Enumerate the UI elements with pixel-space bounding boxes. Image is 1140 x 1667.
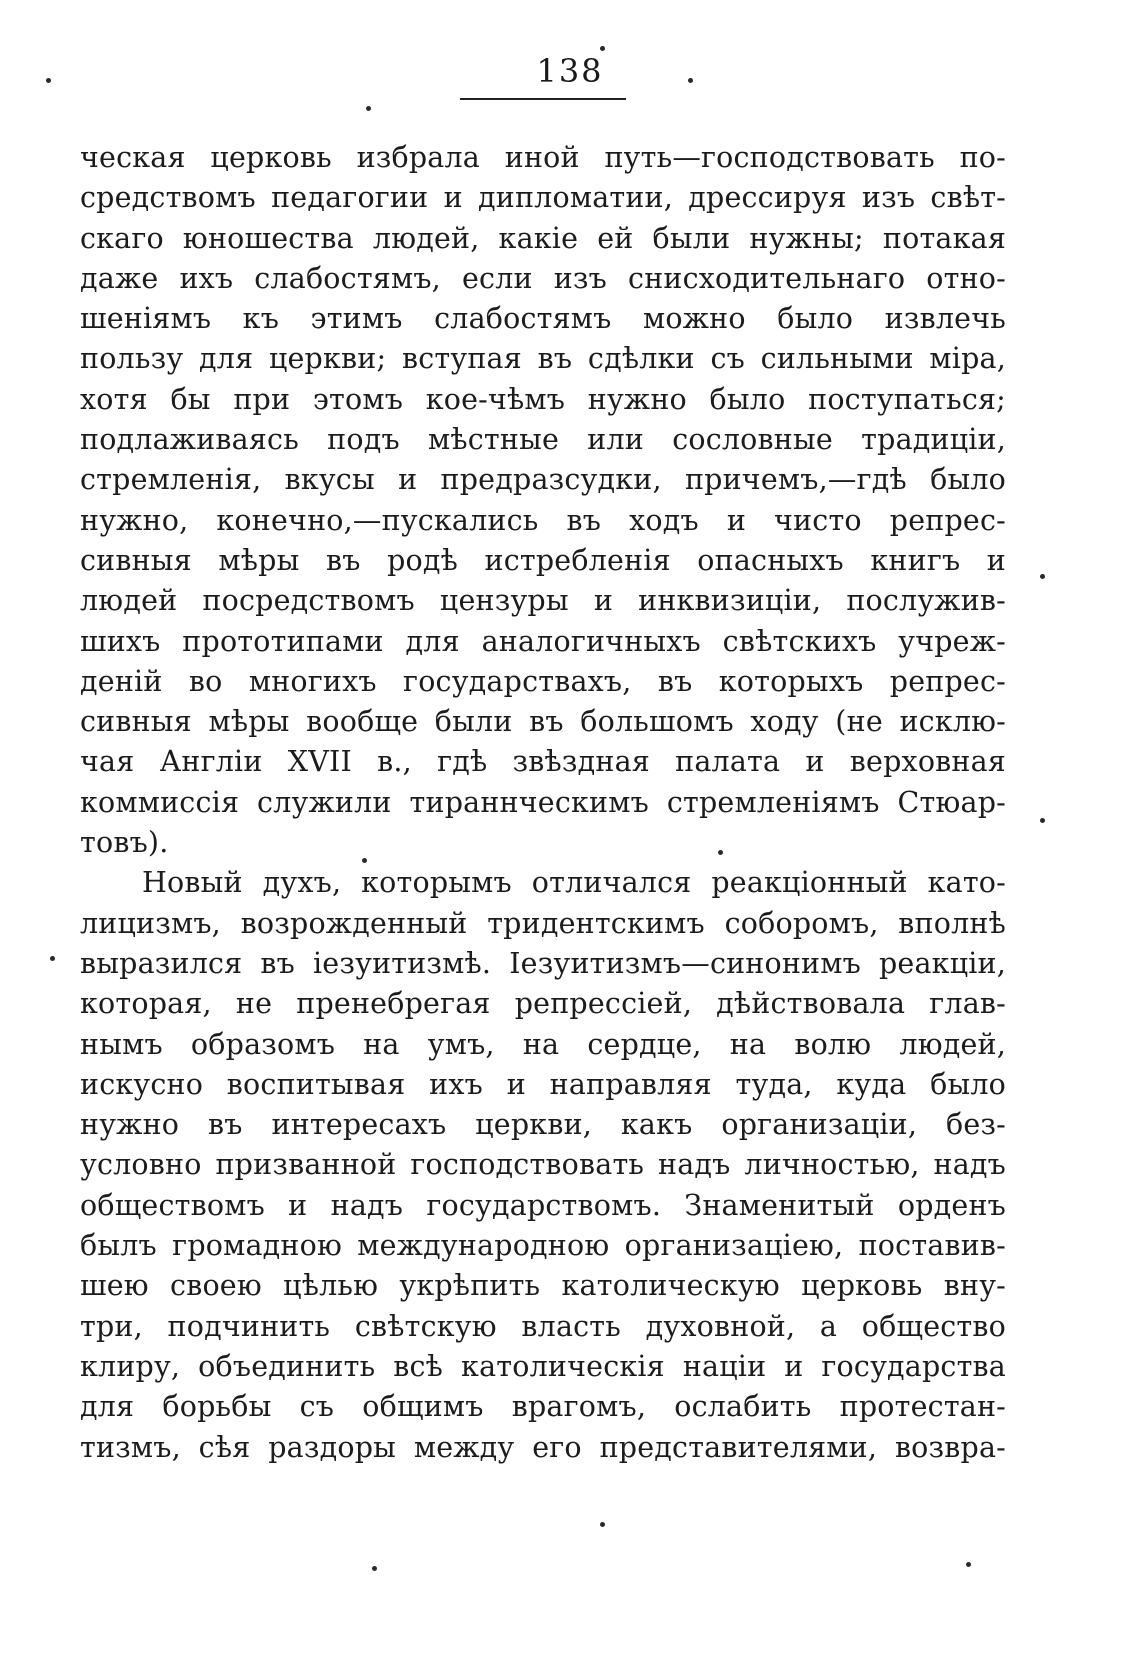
- text-line: шеніямъ къ этимъ слабостямъ можно было извлечь: [80, 302, 1006, 336]
- scan-speck: [600, 46, 605, 51]
- scan-speck: [50, 956, 55, 961]
- body-text: [80, 138, 1006, 1468]
- text-line: коммиссія служили тираннческимъ стремленіямъ Стюар-: [80, 785, 1006, 819]
- text-line: шею своею цѣлью укрѣпить католическую церковь вну-: [80, 1269, 1006, 1303]
- scan-speck: [966, 1562, 971, 1567]
- text-line: выразился въ іезуитизмѣ. Іезуитизмъ—синонимъ реакціи,: [80, 946, 1006, 980]
- text-line: лицизмъ, возрожденный тридентскимъ соборомъ, вполнѣ: [80, 906, 1006, 940]
- paragraph-2: [80, 863, 1006, 1467]
- text-line: стремленія, вкусы и предразсудки, причемъ,—гдѣ было: [80, 463, 1006, 497]
- text-line: три, подчинить свѣтскую власть духовной, а общество: [80, 1309, 1006, 1343]
- scan-speck: [1040, 574, 1045, 579]
- scan-speck: [366, 106, 371, 111]
- text-line: людей посредствомъ цензуры и инквизиціи, послужив-: [80, 584, 1006, 618]
- text-line: нымъ образомъ на умъ, на сердце, на волю людей,: [80, 1027, 1006, 1061]
- text-line: даже ихъ слабостямъ, если изъ снисходительнаго отно-: [80, 261, 1006, 295]
- scan-speck: [362, 858, 367, 863]
- scan-speck: [600, 1522, 605, 1527]
- text-line: шихъ прототипами для аналогичныхъ свѣтскихъ учреж-: [80, 624, 1006, 658]
- text-line: сивныя мѣры въ родѣ истребленія опасныхъ книгъ и: [80, 543, 1006, 577]
- text-line: которая, не пренебрегая репрессіей, дѣйствовала глав-: [80, 987, 1006, 1021]
- text-line: средствомъ педагогии и дипломатии, дрессируя изъ свѣт-: [80, 181, 1006, 215]
- text-line: хотя бы при этомъ кое-чѣмъ нужно было поступаться;: [80, 382, 1006, 416]
- text-line: деній во многихъ государствахъ, въ которыхъ репрес-: [80, 664, 1006, 698]
- scan-speck: [718, 850, 723, 855]
- text-line: былъ громадною международною организаціею, поставив-: [80, 1229, 1006, 1263]
- text-line: пользу для церкви; вступая въ сдѣлки съ сильными міра,: [80, 342, 1006, 376]
- page-number-rule: [460, 98, 626, 100]
- text-line: обществомъ и надъ государствомъ. Знаменитый орденъ: [80, 1188, 1006, 1222]
- text-line: товъ).: [80, 826, 169, 860]
- paragraph-1: [80, 138, 1006, 863]
- text-line: Новый духъ, которымъ отличался реакціонный като-: [142, 866, 1006, 900]
- text-line: подлаживаясь подъ мѣстные или сословные традиціи,: [80, 423, 1006, 457]
- text-line: скаго юношества людей, какіе ей были нужны; потакая: [80, 221, 1006, 255]
- text-line: искусно воспитывая ихъ и направляя туда, куда было: [80, 1067, 1006, 1101]
- text-line: клиру, объединить всѣ католическія націи и государства: [80, 1349, 1006, 1383]
- text-line: нужно, конечно,—пускались въ ходъ и чисто репрес-: [80, 503, 1006, 537]
- scan-speck: [688, 78, 693, 83]
- text-line: ческая церковь избрала иной путь—господствовать по-: [80, 141, 1006, 174]
- text-line: условно призванной господствовать надъ личностью, надъ: [80, 1148, 1006, 1182]
- page-number: 138: [536, 52, 604, 90]
- scan-speck: [372, 1566, 377, 1571]
- text-line: для борьбы съ общимъ врагомъ, ослабить протестан-: [80, 1390, 1006, 1424]
- scan-speck: [1040, 818, 1045, 823]
- text-line: нужно въ интересахъ церкви, какъ организаціи, без-: [80, 1108, 1006, 1142]
- text-line: тизмъ, сѣя раздоры между его представителями, возвра-: [80, 1430, 1006, 1464]
- text-line: чая Англіи XVII в., гдѣ звѣздная палата и верховная: [80, 745, 1006, 779]
- scan-speck: [46, 78, 51, 83]
- text-line: сивныя мѣры вообще были въ большомъ ходу (не исклю-: [80, 705, 1006, 739]
